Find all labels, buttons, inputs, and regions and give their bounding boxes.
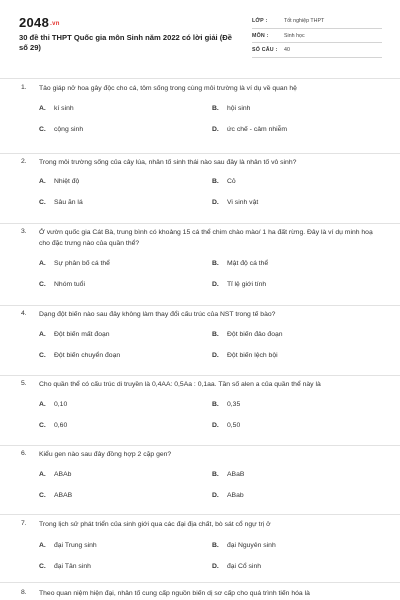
option-text: đại Nguyên sinh	[227, 542, 276, 549]
option-a[interactable]	[39, 471, 71, 478]
option-text: Cỏ	[227, 178, 236, 185]
option-letter: C.	[39, 563, 46, 570]
option-c[interactable]	[39, 126, 83, 133]
option-letter: A.	[39, 178, 46, 185]
option-d[interactable]	[212, 422, 240, 429]
question-text: Trong lịch sử phát triển của sinh giới qua các đại địa chất, bò sát cổ ngự trị ở	[39, 521, 271, 528]
option-c[interactable]	[39, 492, 72, 499]
option-d[interactable]	[212, 199, 258, 206]
question-text: Cho quần thể có cấu trúc di truyền là 0,4AA: 0,5Aa : 0,1aa. Tần số alen a của quần thể này là	[39, 381, 321, 388]
logo-suffix: .vn	[50, 20, 60, 27]
option-letter: A.	[39, 260, 46, 267]
option-text: 0,10	[54, 401, 68, 408]
option-text: đại Tân sinh	[54, 563, 91, 570]
option-letter: D.	[212, 352, 219, 359]
option-text: ABab	[227, 492, 244, 499]
option-text: đại Cổ sinh	[227, 563, 262, 570]
option-c[interactable]	[39, 199, 83, 206]
option-letter: A.	[39, 331, 46, 338]
option-letter: C.	[39, 126, 46, 133]
option-text: Mật độ cá thể	[227, 260, 269, 267]
meta-row-subject	[252, 29, 382, 44]
option-b[interactable]	[212, 542, 276, 549]
option-letter: D.	[212, 126, 219, 133]
option-text: hội sinh	[227, 105, 251, 112]
option-text: đại Trung sinh	[54, 542, 97, 549]
meta-value[interactable]: Sinh học	[284, 32, 305, 39]
option-text: 0,50	[227, 422, 241, 429]
question-4	[0, 305, 400, 375]
question-text: Ở vườn quốc gia Cát Bà, trung bình có khoảng 15 cá thể chim chào mào/ 1 ha đất rừng. Đây là ví dụ minh hoạ cho đặc trưng nào của quần thể?	[39, 229, 373, 247]
option-letter: B.	[212, 105, 219, 112]
option-text: Đột biến mất đoạn	[54, 331, 110, 338]
option-d[interactable]	[212, 126, 287, 133]
meta-row-class	[252, 14, 382, 29]
option-letter: A.	[39, 471, 46, 478]
option-text: Đột biến chuyển đoạn	[54, 352, 121, 359]
question-number: 6.	[21, 450, 27, 457]
option-d[interactable]	[212, 563, 261, 570]
option-c[interactable]	[39, 563, 91, 570]
option-letter: B.	[212, 260, 219, 267]
meta-value: 40	[284, 47, 290, 53]
option-text: Nhiệt độ	[54, 178, 80, 185]
question-number: 5.	[21, 380, 27, 387]
option-b[interactable]	[212, 105, 250, 112]
option-d[interactable]	[212, 492, 244, 499]
question-1	[0, 78, 400, 153]
option-letter: D.	[212, 563, 219, 570]
question-text: Tảo giáp nở hoa gây độc cho cá, tôm sống trong cùng môi trường là ví dụ về quan hệ	[39, 85, 297, 92]
option-text: Tỉ lệ giới tính	[227, 281, 267, 288]
question-5	[0, 375, 400, 445]
question-number: 1.	[21, 84, 27, 91]
option-letter: C.	[39, 422, 46, 429]
option-letter: D.	[212, 281, 219, 288]
option-text: Đột biến đảo đoạn	[227, 331, 283, 338]
option-letter: D.	[212, 492, 219, 499]
option-text: Đột biến lệch bội	[227, 352, 278, 359]
option-letter: A.	[39, 105, 46, 112]
logo-main: 2048	[19, 15, 50, 30]
option-text: 0,60	[54, 422, 68, 429]
meta-label: LỚP :	[252, 18, 268, 24]
option-b[interactable]	[212, 471, 244, 478]
document-header	[0, 0, 400, 78]
option-a[interactable]	[39, 105, 74, 112]
option-letter: A.	[39, 542, 46, 549]
option-text: 0,35	[227, 401, 241, 408]
option-letter: D.	[212, 199, 219, 206]
option-letter: B.	[212, 542, 219, 549]
question-number: 7.	[21, 520, 27, 527]
option-text: Vi sinh vật	[227, 199, 259, 206]
option-a[interactable]	[39, 331, 110, 338]
option-text: Sự phân bố cá thể	[54, 260, 110, 267]
option-a[interactable]	[39, 260, 110, 267]
site-logo[interactable]	[19, 15, 60, 30]
option-b[interactable]	[212, 331, 283, 338]
option-text: ABAb	[54, 471, 72, 478]
meta-label: SỐ CÂU :	[252, 47, 278, 53]
meta-row-count	[252, 43, 382, 58]
option-d[interactable]	[212, 352, 278, 359]
option-c[interactable]	[39, 281, 85, 288]
option-letter: C.	[39, 352, 46, 359]
question-text: Trong môi trường sống của cây lúa, nhân tố sinh thái nào sau đây là nhân tố vô sinh?	[39, 159, 297, 166]
option-text: Sâu ăn lá	[54, 199, 83, 206]
option-b[interactable]	[212, 401, 240, 408]
question-7	[0, 514, 400, 582]
question-3	[0, 223, 400, 305]
question-6	[0, 445, 400, 514]
option-text: ức chế - cảm nhiễm	[227, 126, 288, 133]
option-text: kí sinh	[54, 105, 74, 112]
option-b[interactable]	[212, 178, 236, 185]
option-text: cộng sinh	[54, 126, 84, 133]
option-text: ABaB	[227, 471, 245, 478]
option-c[interactable]	[39, 422, 67, 429]
question-number: 8.	[21, 589, 27, 596]
option-c[interactable]	[39, 352, 120, 359]
question-number: 4.	[21, 310, 27, 317]
option-a[interactable]	[39, 401, 67, 408]
question-text: Theo quan niệm hiện đại, nhân tố cung cấp nguồn biến dị sơ cấp cho quá trình tiến hóa là	[39, 590, 310, 597]
option-letter: B.	[212, 401, 219, 408]
question-number: 3.	[21, 228, 27, 235]
document-title: 30 đề thi THPT Quốc gia môn Sinh năm 2022 có lời giải (Đề số 29)	[19, 33, 233, 52]
option-letter: A.	[39, 401, 46, 408]
option-letter: C.	[39, 492, 46, 499]
option-letter: B.	[212, 471, 219, 478]
question-number: 2.	[21, 158, 27, 165]
option-letter: C.	[39, 199, 46, 206]
option-letter: B.	[212, 178, 219, 185]
question-text: Dạng đột biến nào sau đây không làm thay đổi cấu trúc của NST trong tế bào?	[39, 311, 276, 318]
option-text: ABAB	[54, 492, 73, 499]
option-letter: B.	[212, 331, 219, 338]
option-a[interactable]	[39, 542, 97, 549]
question-text: Kiểu gen nào sau đây đồng hợp 2 cặp gen?	[39, 451, 172, 458]
question-8	[0, 582, 400, 600]
meta-label: MÔN :	[252, 32, 269, 39]
question-2	[0, 153, 400, 223]
meta-value[interactable]: Tốt nghiệp THPT	[284, 18, 325, 24]
option-d[interactable]	[212, 281, 266, 288]
option-text: Nhóm tuổi	[54, 281, 85, 288]
option-letter: D.	[212, 422, 219, 429]
option-a[interactable]	[39, 178, 79, 185]
option-b[interactable]	[212, 260, 268, 267]
meta-info-table	[252, 14, 382, 58]
option-letter: C.	[39, 281, 46, 288]
